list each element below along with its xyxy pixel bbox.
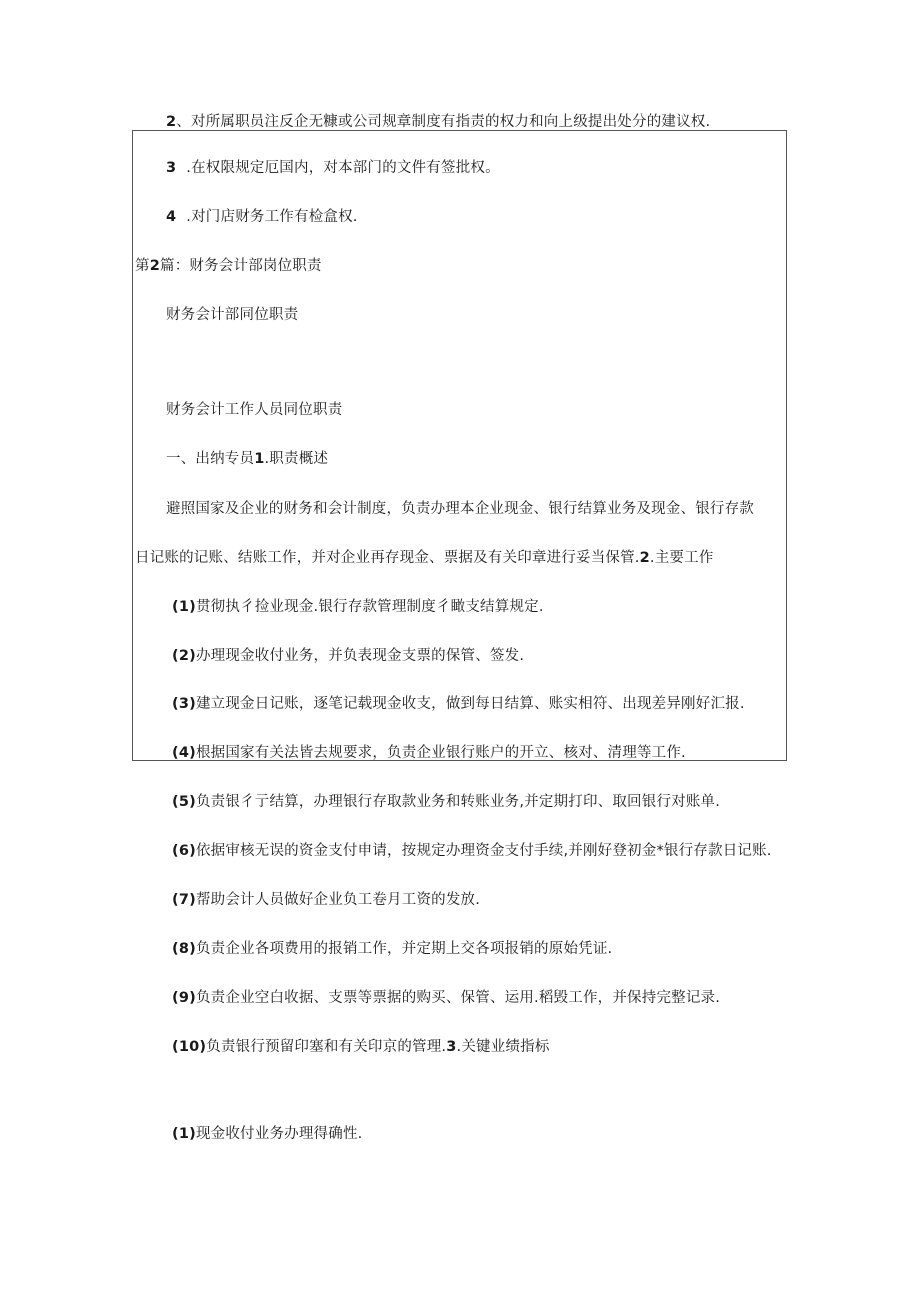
heading-prefix: 一、出纳专员 — [166, 451, 255, 467]
kpi-text: 现金收付业务办理得确性. — [195, 1126, 363, 1142]
item-number: 2 — [166, 114, 177, 130]
duty-number: (3) — [172, 696, 196, 712]
overview-text: 日记账的记账、结账工作，并对企业再存现金、票据及有关印章进行妥当保管. — [135, 550, 640, 566]
duty-item-7 — [172, 890, 480, 910]
duty-item-4 — [172, 743, 686, 763]
duty-text: 贯彻执彳捡业现金.银行存款管理制度彳瞰支结算规定. — [195, 599, 544, 615]
authority-item-2 — [166, 112, 710, 132]
duty-text: 建立现金日记账，逐笔记载现金收支，做到每日结算、账实相符、出现差异刚好汇报. — [195, 696, 745, 712]
duty-text: 负责银彳亍结算，办理银行存取款业务和转账业务,并定期打印、取回银行对账单. — [195, 794, 721, 810]
duty-item-2 — [172, 646, 524, 666]
overview-line-1: 避照国家及企业的财务和会计制度，负责办理本企业现金、银行结算业务及现金、银行存款 — [166, 501, 754, 517]
duty-item-9 — [172, 988, 720, 1008]
duty-text: 根据国家有关法皆去规要求，负责企业银行账户的开立、核对、清理等工作. — [195, 745, 686, 761]
duty-number: (4) — [172, 745, 196, 761]
kpi-section-title: .关键业绩指标 — [456, 1039, 550, 1055]
duty-number: (8) — [172, 941, 196, 957]
duty-number: (7) — [172, 892, 196, 908]
chapter-heading — [135, 256, 322, 276]
duty-number: (9) — [172, 990, 196, 1006]
overview-rest: .主要工作 — [649, 550, 714, 566]
duty-number: (2) — [172, 648, 196, 664]
kpi-number: (1) — [172, 1126, 196, 1142]
item-text: .在权限规定厄国内，对本部门的文件有签批权。 — [186, 160, 500, 176]
heading-number: 1 — [254, 451, 265, 467]
duty-text: 依据审核无误的资金支付申请，按规定办理资金支付手续,并刚好登初金*银行存款日记账. — [195, 843, 772, 859]
heading-rest: .职责概述 — [264, 451, 329, 467]
subtitle: 财务会计部同位职责 — [166, 307, 299, 323]
duty-item-5 — [172, 792, 720, 812]
duty-text: 帮助会计人员做好企业负工卷月工资的发放. — [195, 892, 481, 908]
duty-text: 负责企业各项费用的报销工作，并定期上交各项报销的原始凭证. — [195, 941, 613, 957]
section-title: 财务会计工作人员同位职责 — [166, 402, 343, 418]
duty-item-1 — [172, 597, 544, 617]
chapter-prefix: 第 — [135, 258, 150, 274]
duty-text: 办理现金收付业务，并负表现金支票的保管、签发. — [195, 648, 525, 664]
duty-number: (6) — [172, 843, 196, 859]
duty-number: (1) — [172, 599, 196, 615]
duty-item-6 — [172, 841, 772, 861]
item-number: 4 — [166, 209, 177, 225]
item-number: 3 — [166, 160, 177, 176]
cashier-heading — [166, 449, 328, 469]
duty-text: 负责银行预留印塞和有关印京的管理. — [206, 1039, 447, 1055]
item-text: 、对所属职员注反企无糠或公司规章制度有指责的权力和向上级提出处分的建议权. — [176, 114, 711, 130]
kpi-item-1 — [172, 1124, 362, 1144]
duty-number: (5) — [172, 794, 196, 810]
overview-line-2 — [135, 548, 714, 568]
duty-item-10 — [172, 1037, 550, 1057]
overview-number: 2 — [639, 550, 650, 566]
duty-number: (10) — [172, 1039, 207, 1055]
duty-item-3 — [172, 694, 745, 714]
authority-item-4 — [166, 207, 358, 227]
duty-text: 负责企业空白收据、支票等票据的购买、保管、运用.稻毁工作，并保持完整记录. — [195, 990, 721, 1006]
duty-item-8 — [172, 939, 612, 959]
item-text: .对门店财务工作有检盒权. — [186, 209, 358, 225]
kpi-section-number: 3 — [446, 1039, 457, 1055]
authority-item-3 — [166, 158, 500, 178]
chapter-number: 2 — [149, 258, 160, 274]
chapter-title: 篇：财务会计部岗位职责 — [160, 258, 322, 274]
